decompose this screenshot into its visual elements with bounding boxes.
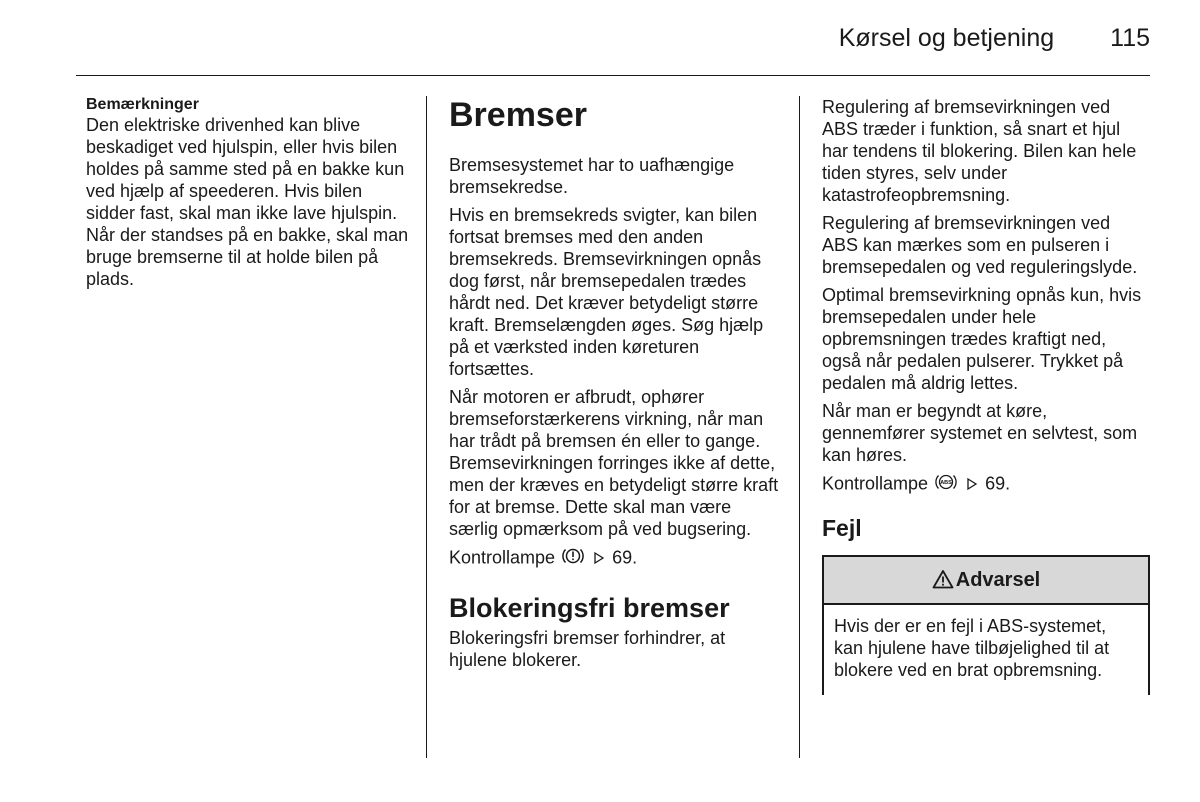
page-number: 115 <box>1110 24 1150 52</box>
header-divider <box>76 75 1150 76</box>
page-reference-arrow-icon <box>593 548 605 570</box>
control-lamp-label: Kontrollampe <box>449 547 556 568</box>
section-heading-abs: Blokeringsfri bremser <box>449 593 730 623</box>
column-left <box>86 96 410 296</box>
paragraph: Regulering af bremsevirkningen ved ABS træder i funktion, så snart et hjul har tendens til blokering. Bilen kan hele tiden styres, selv under katastrofeopbremsning. <box>822 97 1137 205</box>
control-lamp-page-ref: 69. <box>612 547 638 568</box>
control-lamp-reference <box>449 546 782 571</box>
note-title: Bemærkninger <box>86 96 199 113</box>
page-header <box>839 24 1150 53</box>
chapter-title: Kørsel og betjening <box>838 24 1055 52</box>
column-middle <box>449 96 782 677</box>
warning-triangle-icon <box>932 560 954 606</box>
paragraph: Når motoren er afbrudt, ophører bremseforstærkerens virkning, når man har trådt på bremsen én eller to gange. Bremsevirkningen forringes ikke af dette, men der kræves en betydeligt større kraft for at bremse. Dette skal man være særlig opmærksom på ved bugsering. <box>449 387 779 539</box>
warning-header <box>824 557 1148 605</box>
section-heading-fault: Fejl <box>822 515 862 541</box>
warning-box <box>822 555 1150 695</box>
brake-warning-icon <box>562 546 584 571</box>
section-heading-brakes: Bremser <box>449 96 587 134</box>
column-divider-left <box>426 96 427 758</box>
abs-icon-text: ABS <box>940 480 952 486</box>
column-divider-right <box>799 96 800 758</box>
paragraph: Regulering af bremsevirkningen ved ABS kan mærkes som en pulseren i bremsepedalen og ved reguleringslyde. <box>822 213 1138 277</box>
control-lamp-label: Kontrollampe <box>822 473 929 494</box>
paragraph: Når man er begyndt at køre, gennemfører systemet en selvtest, som kan høres. <box>822 401 1138 465</box>
warning-title: Advarsel <box>955 569 1041 591</box>
page-reference-arrow-icon <box>966 474 978 496</box>
control-lamp-reference <box>822 472 1150 497</box>
paragraph: Hvis en bremsekreds svigter, kan bilen fortsat bremses med den anden bremsekreds. Bremsevirkningen opnås dog først, når bremsepedalen trædes hårdt ned. Det kræver betydeligt større kraft. Bremselængden øges. Søg hjælp på et værksted inden køreturen fortsættes. <box>449 205 764 379</box>
warning-text: Hvis der er en fejl i ABS-systemet, kan hjulene have tilbøjelighed til at blokere ved en brat opbremsning. <box>834 616 1110 680</box>
abs-warning-icon <box>935 472 957 497</box>
paragraph: Bremsesystemet har to uafhængige bremsekredse. <box>449 155 735 197</box>
paragraph: Blokeringsfri bremser forhindrer, at hjulene blokerer. <box>449 628 726 670</box>
control-lamp-page-ref: 69. <box>985 473 1011 494</box>
paragraph: Optimal bremsevirkning opnås kun, hvis bremsepedalen under hele opbremsningen trædes kraftigt ned, også når pedalen pulserer. Trykket på pedalen må aldrig lettes. <box>822 285 1142 393</box>
column-right <box>822 96 1150 695</box>
note-text: Den elektriske drivenhed kan blive beskadiget ved hjulspin, eller hvis bilen holdes på samme sted på en bakke kun ved hjælp af speederen. Hvis bilen sidder fast, skal man ikke lave hjulspin. Når der standses på en bakke, skal man bruge bremserne til at holde bilen på plads. <box>86 115 409 289</box>
